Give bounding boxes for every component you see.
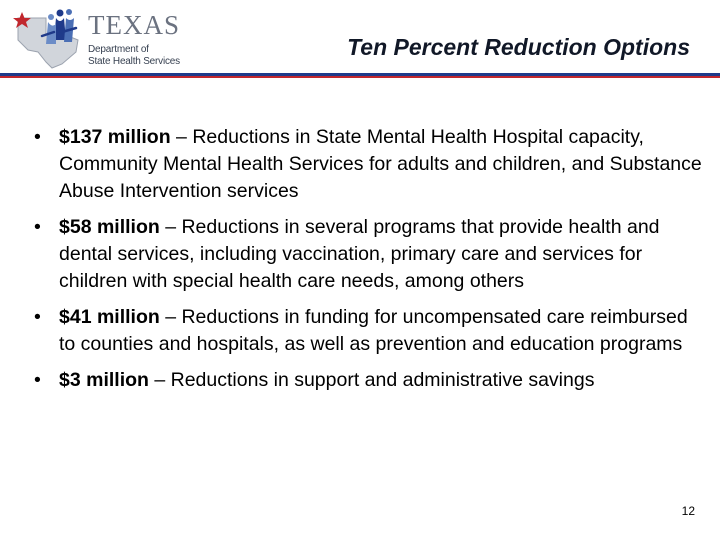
list-item xyxy=(34,124,704,205)
reduction-options-list xyxy=(34,124,704,403)
bullet-amount: $3 million xyxy=(59,369,149,391)
bullet-amount: $41 million xyxy=(59,306,160,328)
dshs-logo xyxy=(12,6,192,70)
bullet-text: – Reductions in several programs that provide health and dental services, including vaccination, primary care and services for children with special health care needs, among others xyxy=(59,216,660,292)
list-item xyxy=(34,214,704,295)
logo-subtitle-line-2: State Health Services xyxy=(88,56,180,67)
bullet-icon: • xyxy=(34,126,41,148)
list-item xyxy=(34,304,704,358)
bullet-text: – Reductions in funding for uncompensated care reimbursed to counties and hospitals, as well as prevention and education programs xyxy=(59,306,688,355)
bullet-amount: $137 million xyxy=(59,126,171,148)
bullet-amount: $58 million xyxy=(59,216,160,238)
slide-title: Ten Percent Reduction Options xyxy=(347,34,690,60)
bullet-icon: • xyxy=(34,306,41,328)
bullet-icon: • xyxy=(34,369,41,391)
logo-subtitle xyxy=(88,44,180,68)
logo-wordmark: TEXAS xyxy=(88,10,180,40)
bullet-icon: • xyxy=(34,216,41,238)
texas-map-logo-icon xyxy=(12,6,88,70)
page-number: 12 xyxy=(681,504,695,518)
slide-header xyxy=(0,0,720,76)
logo-subtitle-line-1: Department of xyxy=(88,44,149,55)
header-rule-red xyxy=(0,76,720,78)
bullet-text: – Reductions in support and administrative savings xyxy=(148,369,595,391)
list-item xyxy=(34,367,704,394)
bullet-text: – Reductions in State Mental Health Hospital capacity, Community Mental Health Services for adults and children, and Substance Abuse Intervention services xyxy=(59,126,702,202)
